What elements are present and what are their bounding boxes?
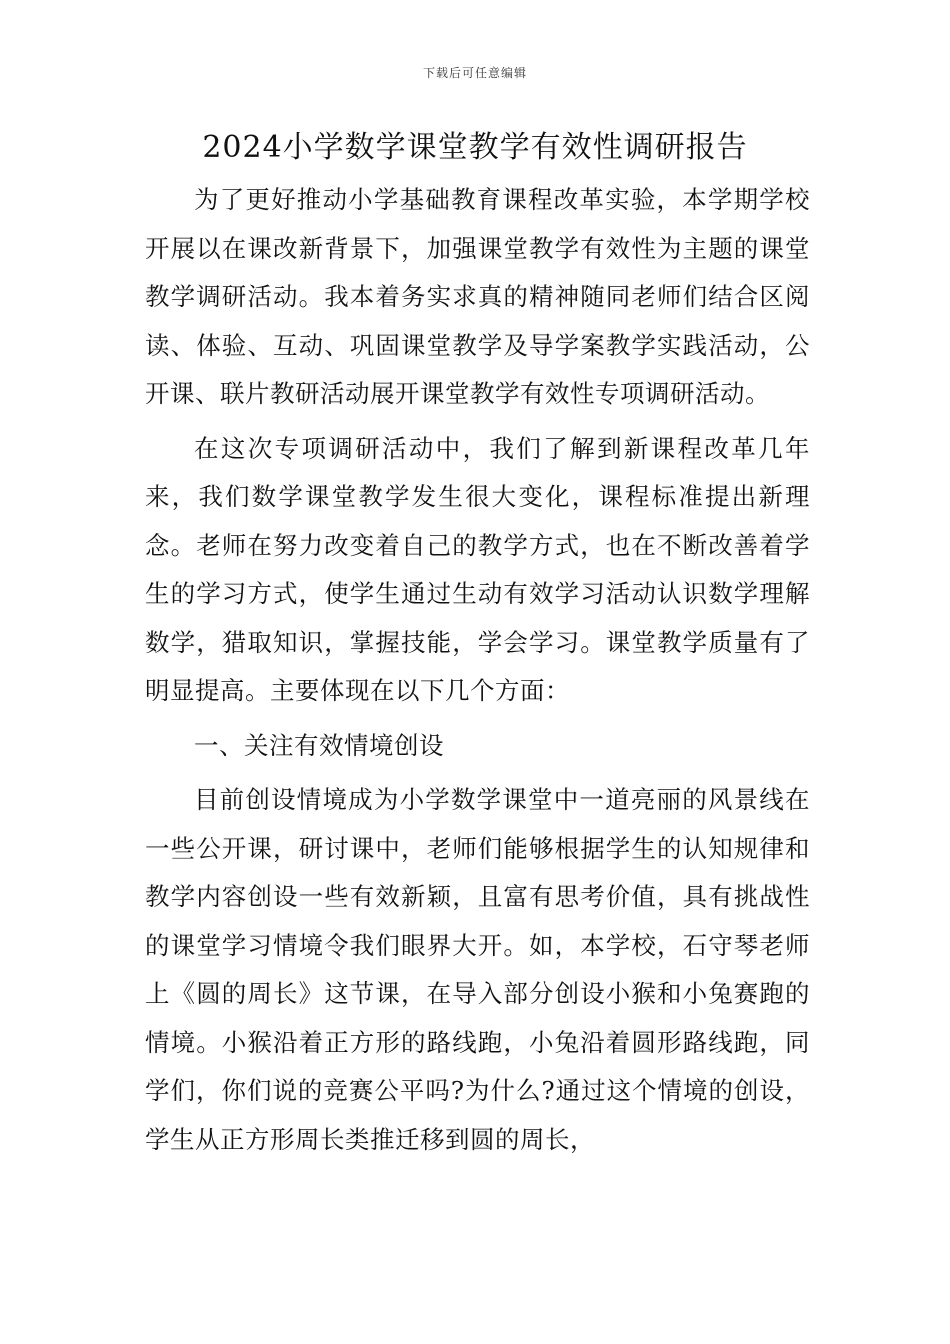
section-heading-1: 一、关注有效情境创设 (194, 730, 444, 760)
page-header-note: 下载后可任意编辑 (422, 66, 527, 80)
paragraph-findings: 在这次专项调研活动中，我们了解到新课程改革几年来，我们数学课堂教学发生很大变化，课程标准提出新理念。老师在努力改变着自己的教学方式，也在不断改善着学生的学习方式，使学生通过生动有效学习活动认识数学理解数学，猎取知识，掌握技能，学会学习。课堂教学质量有了明显提高。主要体现在以下几个方面： (145, 433, 810, 705)
paragraph-situation: 目前创设情境成为小学数学课堂中一道亮丽的风景线在一些公开课，研讨课中，老师们能够根据学生的认知规律和教学内容创设一些有效新颖，且富有思考价值，具有挑战性的课堂学习情境令我们眼界大开。如，本学校，石守琴老师上《圆的周长》这节课，在导入部分创设小猴和小兔赛跑的情境。小猴沿着正方形的路线跑，小兔沿着圆形路线跑，同学们，你们说的竞赛公平吗?为什么?通过这个情境的创设，学生从正方形周长类推迁移到圆的周长， (145, 785, 810, 1154)
paragraph-intro: 为了更好推动小学基础教育课程改革实验，本学期学校开展以在课改新背景下，加强课堂教学有效性为主题的课堂教学调研活动。我本着务实求真的精神随同老师们结合区阅读、体验、互动、巩固课堂教学及导学案教学实践活动，公开课、联片教研活动展开课堂教学有效性专项调研活动。 (145, 185, 810, 408)
document-body (145, 176, 810, 1164)
document-title: 2024小学数学课堂教学有效性调研报告 (202, 130, 748, 165)
